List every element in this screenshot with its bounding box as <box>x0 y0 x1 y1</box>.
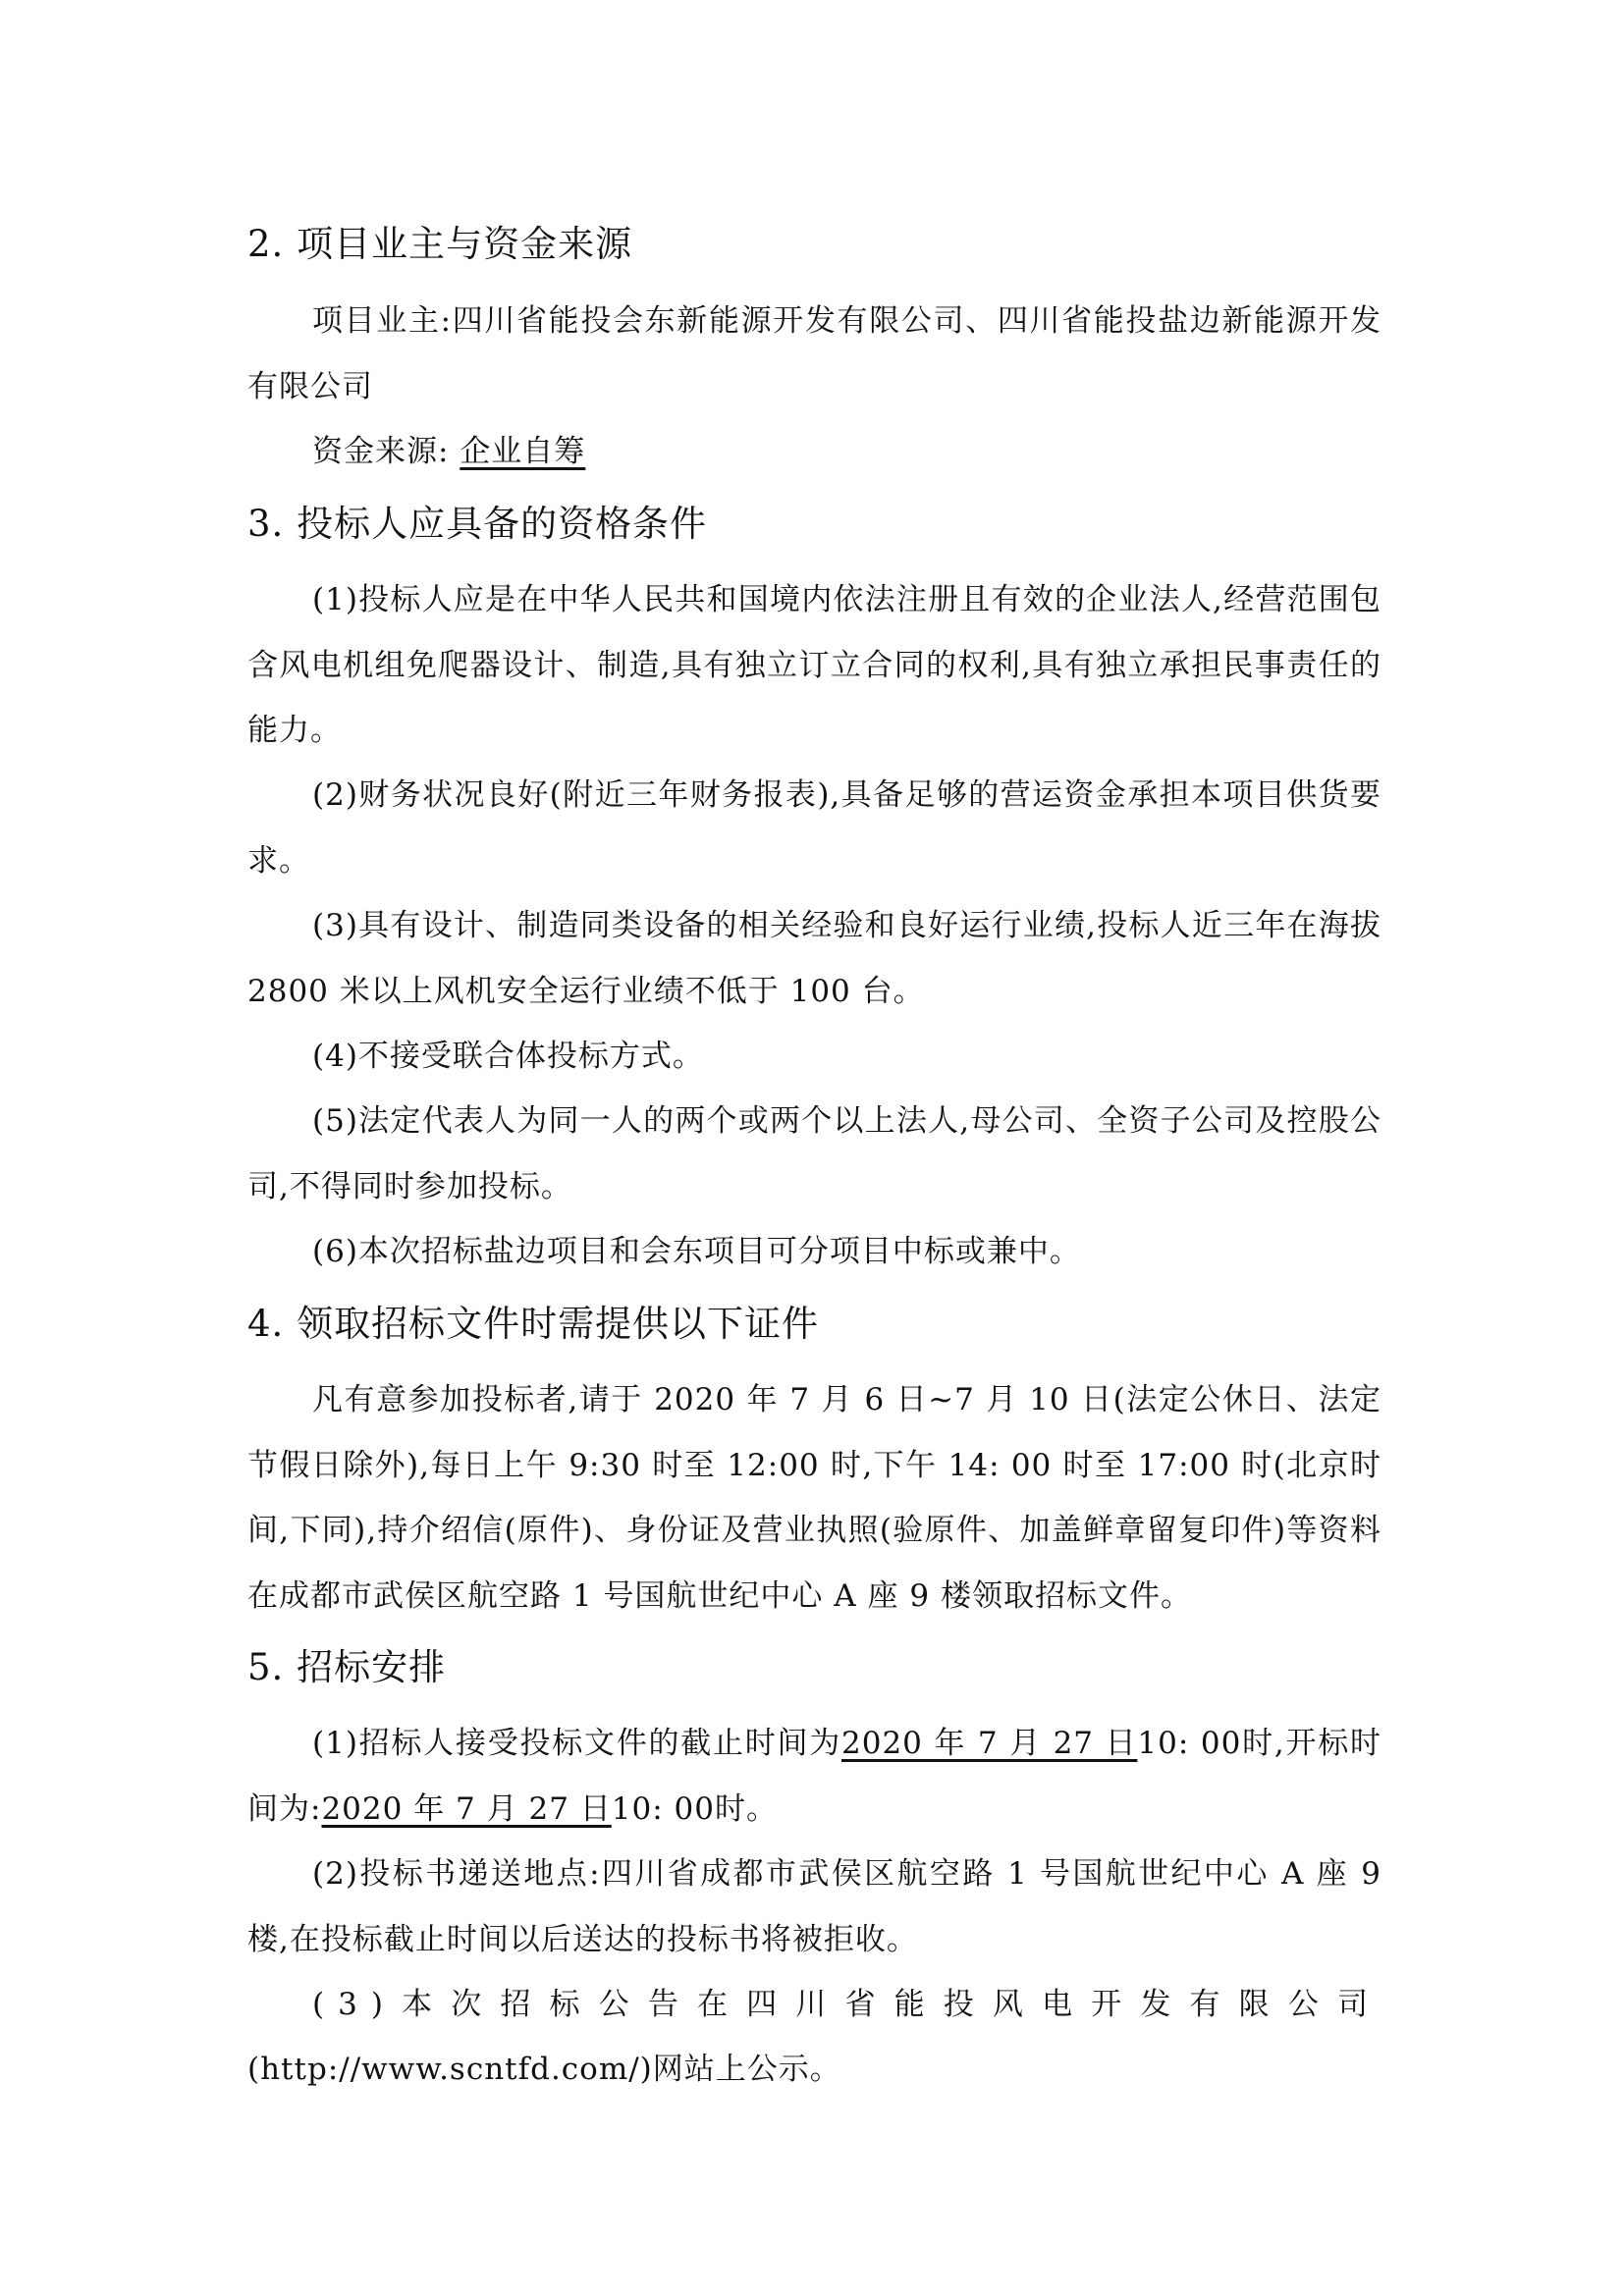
arrangement-item-2: (2)投标书递送地点:四川省成都市武侯区航空路 1 号国航世纪中心 A 座 9 楼,在投标截止时间以后送达的投标书将被拒收。 <box>247 1856 1381 1957</box>
qualification-item-4: (4)不接受联合体投标方式。 <box>312 1039 704 1074</box>
project-owner-label: 项目业主: <box>312 303 453 339</box>
qualification-item-3: (3)具有设计、制造同类设备的相关经验和良好运行业绩,投标人近三年在海拔 2800 米以上风机安全运行业绩不低于 100 台。 <box>247 908 1381 1009</box>
section-2-heading: 2. 项目业主与资金来源 <box>247 223 633 265</box>
project-owner-paragraph <box>247 289 1381 419</box>
document-collection-paragraph: 凡有意参加投标者,请于 2020 年 7 月 6 日~7 月 10 日(法定公休日、法定节假日除外),每日上午 9:30 时至 12:00 时,下午 14: 00 时至 17:00 时(北京时间,下同),持介绍信(原件)、身份证及营业执照(验原件、加盖鲜章留复印件)等资料在成都市武侯区航空路 1 号国航世纪中心 A 座 9 楼领取招标文件。 <box>247 1382 1381 1614</box>
opening-time: 10: 00时。 <box>611 1790 778 1827</box>
arrangement-item-3-line2: (http://www.scntfd.com/)网站上公示。 <box>247 2052 841 2087</box>
opening-date: 2020 年 7 月 27 日 <box>321 1790 612 1827</box>
project-owner-value: 四川省能投会东新能源开发有限公司、四川省能投盐边新能源开发有限公司 <box>247 303 1381 404</box>
qualification-item-1: (1)投标人应是在中华人民共和国境内依法注册且有效的企业法人,经营范围包含风电机组免爬器设计、制造,具有独立订立合同的权利,具有独立承担民事责任的能力。 <box>247 582 1381 748</box>
fund-source-paragraph <box>247 419 1381 485</box>
section-3-heading: 3. 投标人应具备的资格条件 <box>247 503 708 545</box>
qualification-item-5: (5)法定代表人为同一人的两个或两个以上法人,母公司、全资子公司及控股公司,不得同时参加投标。 <box>247 1103 1381 1204</box>
arrangement-item-1 <box>247 1711 1381 1842</box>
deadline-date: 2020 年 7 月 27 日 <box>841 1726 1138 1761</box>
qualification-item-2: (2)财务状况良好(附近三年财务报表),具备足够的营运资金承担本项目供货要求。 <box>247 777 1381 879</box>
section-5-heading: 5. 招标安排 <box>247 1646 447 1688</box>
fund-source-label: 资金来源: <box>312 434 450 469</box>
deadline-mid: 10: 00时,开标时间为: <box>247 1726 1381 1827</box>
fund-source-value: 企业自筹 <box>460 434 586 469</box>
qualification-item-6: (6)本次招标盐边项目和会东项目可分项目中标或兼中。 <box>312 1234 1081 1269</box>
deadline-prefix: (1)招标人接受投标文件的截止时间为 <box>312 1726 842 1761</box>
arrangement-item-3-line1: (3)本次招标公告在四川省能投风电开发有限公司 <box>312 1987 1381 2022</box>
section-4-heading: 4. 领取招标文件时需提供以下证件 <box>247 1303 820 1345</box>
